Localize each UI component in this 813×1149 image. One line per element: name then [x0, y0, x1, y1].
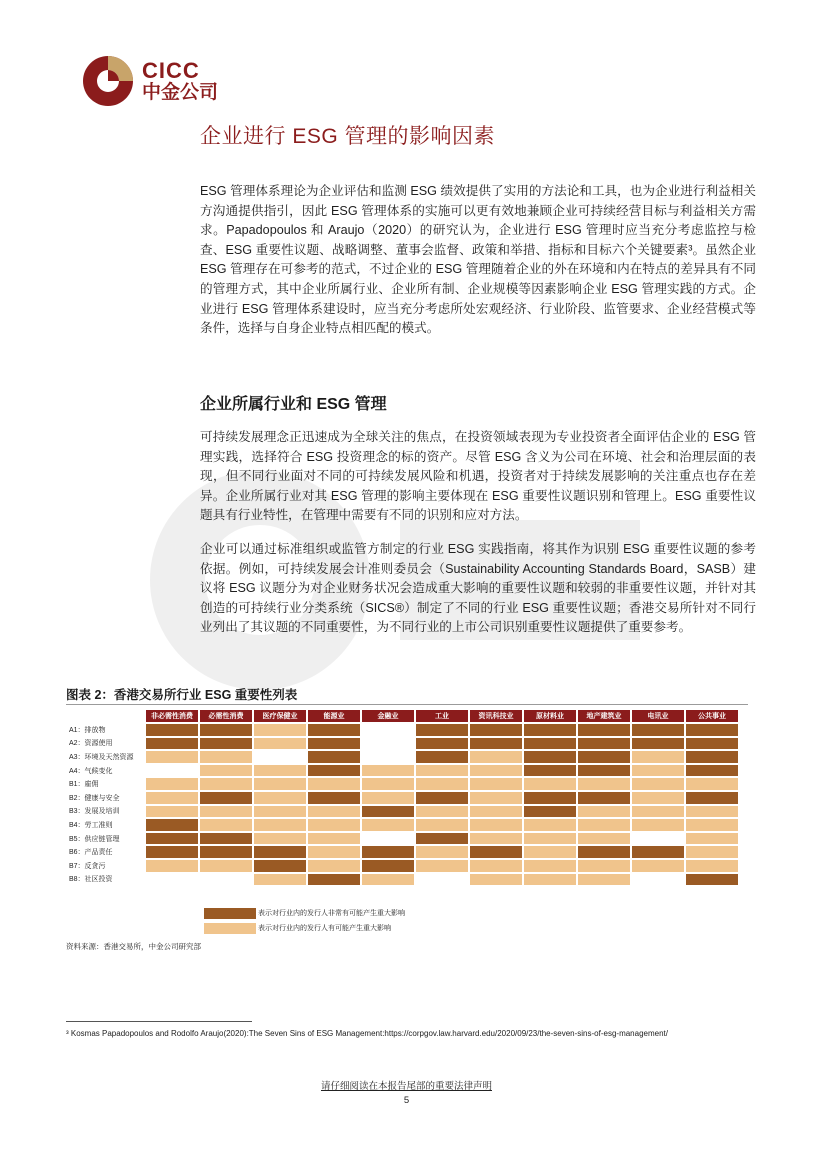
cell-medium-impact	[578, 778, 630, 790]
industry-header: 医疗保健业	[254, 710, 306, 722]
cell-medium-impact	[362, 874, 414, 886]
cell-medium-impact	[632, 765, 684, 777]
topic-label: A2：资源使用	[69, 740, 113, 748]
legend-text-medium: 表示对行业内的发行人有可能产生重大影响	[258, 925, 391, 932]
topic-label: B8：社区投资	[69, 876, 113, 884]
paragraph-1: 可持续发展理念正迅速成为全球关注的焦点，在投资领域表现为专业投资者全面评估企业的 ESG 管理实践，选择符合 ESG 投资理念的标的资产。尽管 ESG 含义为公司在环境、社会和治理层面的表现，但不同行业面对不同的可持续发展风险和机遇，投资者对于持续发展影响的关注重点也存在差异。企业所属行业对其 ESG 管理的影响主要体现在 ESG 重要性议题识别和管理上。ESG 重要性议题具有行业特性，在管理中需要有不同的识别和应对方法。	[200, 430, 756, 523]
cell-medium-impact	[308, 819, 360, 831]
topic-label: B7：反贪污	[69, 862, 106, 870]
cell-medium-impact	[632, 792, 684, 804]
cell-medium-impact	[524, 846, 576, 858]
cell-medium-impact	[416, 846, 468, 858]
cell-high-impact	[524, 724, 576, 736]
cell-high-impact	[146, 819, 198, 831]
cell-medium-impact	[686, 833, 738, 845]
cell-medium-impact	[686, 806, 738, 818]
cell-high-impact	[308, 751, 360, 763]
cell-medium-impact	[470, 778, 522, 790]
cell-medium-impact	[578, 874, 630, 886]
cell-medium-impact	[524, 833, 576, 845]
cell-high-impact	[200, 846, 252, 858]
cell-medium-impact	[416, 806, 468, 818]
cell-medium-impact	[308, 806, 360, 818]
cell-medium-impact	[686, 860, 738, 872]
cell-high-impact	[524, 806, 576, 818]
topic-label: A3：环境及天然资源	[69, 753, 134, 761]
table-row	[68, 724, 738, 736]
cell-empty	[362, 724, 414, 736]
cell-empty	[362, 751, 414, 763]
cell-empty	[146, 765, 198, 777]
legend-item-high	[204, 906, 405, 920]
cell-medium-impact	[254, 738, 306, 750]
cell-medium-impact	[578, 833, 630, 845]
cell-empty	[362, 738, 414, 750]
table-row	[68, 806, 738, 818]
cell-medium-impact	[254, 819, 306, 831]
cell-medium-impact	[254, 806, 306, 818]
cell-medium-impact	[470, 819, 522, 831]
cell-medium-impact	[686, 778, 738, 790]
cell-medium-impact	[362, 792, 414, 804]
table-row	[68, 819, 738, 831]
cell-high-impact	[686, 792, 738, 804]
table-row	[68, 874, 738, 886]
cell-high-impact	[146, 724, 198, 736]
cell-medium-impact	[146, 792, 198, 804]
section-title: 企业所属行业和 ESG 管理	[200, 396, 387, 413]
legend-text-high: 表示对行业内的发行人非常有可能产生重大影响	[258, 910, 405, 917]
topic-label: B6：产品责任	[69, 849, 113, 857]
industry-header: 原材料业	[524, 710, 576, 722]
cell-high-impact	[578, 724, 630, 736]
cell-high-impact	[416, 792, 468, 804]
page-title: 企业进行 ESG 管理的影响因素	[200, 125, 496, 148]
topic-label: B4：劳工准则	[69, 821, 113, 829]
cell-high-impact	[362, 806, 414, 818]
cell-medium-impact	[254, 778, 306, 790]
industry-header: 非必需性消费	[146, 710, 198, 722]
paragraph-2: 企业可以通过标准组织或监管方制定的行业 ESG 实践指南，将其作为识别 ESG 重要性议题的参考依据。例如，可持续发展会计准则委员会（Sustainability Accounting Standards Board，SASB）建议将 ESG 议题分为对企业财务状况会造成重大影响的重要性议题和较弱的非重要性议题，并针对其创造的可持续行业分类系统（SICS®）制定了不同的行业 ESG 重要性议题；香港交易所针对不同行业列出了其议题的不同重要性，为不同行业的上市公司识别重要性议题提供了重要参考。	[200, 542, 756, 635]
cell-medium-impact	[416, 819, 468, 831]
cell-empty	[416, 874, 468, 886]
cell-high-impact	[416, 833, 468, 845]
cell-medium-impact	[416, 860, 468, 872]
cell-empty	[254, 751, 306, 763]
cell-medium-impact	[632, 819, 684, 831]
figure-source: 资料来源：香港交易所，中金公司研究部	[66, 942, 201, 951]
legend-swatch-high	[204, 908, 256, 919]
cell-high-impact	[146, 846, 198, 858]
table-row	[68, 846, 738, 858]
industry-header: 公共事业	[686, 710, 738, 722]
cell-medium-impact	[146, 778, 198, 790]
industry-header: 必需性消费	[200, 710, 252, 722]
cell-high-impact	[686, 751, 738, 763]
cell-high-impact	[308, 765, 360, 777]
cell-medium-impact	[470, 806, 522, 818]
cell-medium-impact	[632, 806, 684, 818]
industry-header: 能源业	[308, 710, 360, 722]
cell-empty	[362, 833, 414, 845]
cell-medium-impact	[146, 860, 198, 872]
table-row	[68, 738, 738, 750]
topic-label: A1：排放物	[69, 726, 106, 734]
cell-empty	[200, 874, 252, 886]
cell-medium-impact	[470, 792, 522, 804]
cell-medium-impact	[524, 874, 576, 886]
cell-medium-impact	[578, 819, 630, 831]
cell-medium-impact	[362, 819, 414, 831]
logo-english: CICC	[142, 58, 200, 83]
cell-high-impact	[308, 738, 360, 750]
cell-high-impact	[524, 738, 576, 750]
cell-high-impact	[524, 792, 576, 804]
cell-high-impact	[146, 738, 198, 750]
cell-high-impact	[578, 846, 630, 858]
cell-high-impact	[200, 792, 252, 804]
legal-notice-link[interactable]: 请仔细阅读在本报告尾部的重要法律声明	[320, 1081, 492, 1092]
cell-high-impact	[200, 724, 252, 736]
cell-high-impact	[362, 846, 414, 858]
cell-medium-impact	[632, 860, 684, 872]
cell-high-impact	[686, 874, 738, 886]
cell-high-impact	[416, 724, 468, 736]
industry-header: 资讯科技业	[470, 710, 522, 722]
cell-medium-impact	[308, 833, 360, 845]
cell-high-impact	[524, 751, 576, 763]
cell-empty	[632, 833, 684, 845]
logo-chinese: 中金公司	[142, 82, 219, 103]
cell-medium-impact	[524, 819, 576, 831]
figure-title: 图表 2：香港交易所行业 ESG 重要性列表	[66, 688, 298, 702]
topic-label: B5：供应链管理	[69, 835, 120, 843]
cell-high-impact	[308, 792, 360, 804]
table-row	[68, 860, 738, 872]
cell-medium-impact	[524, 778, 576, 790]
cell-medium-impact	[254, 724, 306, 736]
cell-medium-impact	[416, 778, 468, 790]
cell-high-impact	[632, 724, 684, 736]
cell-medium-impact	[254, 765, 306, 777]
cell-medium-impact	[470, 751, 522, 763]
legend-item-medium	[204, 921, 405, 935]
cell-medium-impact	[632, 751, 684, 763]
cell-medium-impact	[146, 806, 198, 818]
cell-high-impact	[578, 792, 630, 804]
cell-medium-impact	[632, 778, 684, 790]
cell-high-impact	[686, 738, 738, 750]
cell-high-impact	[308, 874, 360, 886]
cell-medium-impact	[200, 765, 252, 777]
table-corner	[68, 710, 144, 722]
cell-medium-impact	[470, 874, 522, 886]
cell-empty	[146, 874, 198, 886]
cell-high-impact	[254, 846, 306, 858]
cell-high-impact	[470, 724, 522, 736]
footnote: ³ Kosmas Papadopoulos and Rodolfo Araujo(2020):The Seven Sins of ESG Management:https://corpgov.law.harvard.edu/2020/09/23/the-seven-sins-of-esg-management/	[66, 1029, 668, 1038]
cell-high-impact	[254, 860, 306, 872]
cell-medium-impact	[308, 778, 360, 790]
cell-medium-impact	[470, 833, 522, 845]
table-row	[68, 833, 738, 845]
cell-medium-impact	[200, 751, 252, 763]
cicc-logo-icon	[82, 55, 134, 107]
cell-high-impact	[578, 765, 630, 777]
cell-medium-impact	[146, 751, 198, 763]
cell-medium-impact	[362, 778, 414, 790]
cell-high-impact	[362, 860, 414, 872]
cell-medium-impact	[200, 778, 252, 790]
cell-high-impact	[146, 833, 198, 845]
cell-high-impact	[632, 846, 684, 858]
topic-label: B2：健康与安全	[69, 794, 120, 802]
cicc-logo	[82, 55, 218, 107]
cell-high-impact	[578, 738, 630, 750]
topic-label: B1：雇佣	[69, 781, 99, 789]
cell-medium-impact	[470, 860, 522, 872]
cell-medium-impact	[578, 806, 630, 818]
cell-medium-impact	[308, 846, 360, 858]
cell-high-impact	[578, 751, 630, 763]
topic-label: A4：气候变化	[69, 767, 113, 775]
cell-high-impact	[416, 751, 468, 763]
cell-medium-impact	[200, 806, 252, 818]
industry-header: 金融业	[362, 710, 414, 722]
cell-medium-impact	[200, 819, 252, 831]
table-row	[68, 792, 738, 804]
cell-medium-impact	[578, 860, 630, 872]
cell-high-impact	[686, 724, 738, 736]
table-row	[68, 751, 738, 763]
cell-medium-impact	[362, 765, 414, 777]
intro-paragraph: ESG 管理体系理论为企业评估和监测 ESG 绩效提供了实用的方法论和工具，也为企业进行利益相关方沟通提供指引，因此 ESG 管理体系的实施可以更有效地兼顾企业可持续经营目标与利益相关方需求。Papadopoulos 和 Araujo（2020）的研究认为，企业进行 ESG 管理时应当充分考虑监控与检查、ESG 重要性议题、战略调整、董事会监督、政策和举措、指标和目标六个关键要素³。虽然企业 ESG 管理存在可参考的范式，不过企业的 ESG 管理随着企业的外在环境和内在特点的差异具有不同的管理方式，其中企业所属行业、企业所有制、企业规模等因素影响企业 ESG 管理实践的方式。企业进行 ESG 管理体系建设时，应当充分考虑所处宏观经济、行业阶段、监管要求、企业经营模式等条件，选择与自身企业特点相匹配的模式。	[200, 184, 756, 336]
cell-high-impact	[416, 738, 468, 750]
cell-empty	[632, 874, 684, 886]
cell-medium-impact	[524, 860, 576, 872]
table-row	[68, 778, 738, 790]
topic-label: B3：发展及培训	[69, 808, 120, 816]
cell-high-impact	[470, 846, 522, 858]
cell-high-impact	[308, 724, 360, 736]
legend-swatch-medium	[204, 923, 256, 934]
cell-medium-impact	[254, 833, 306, 845]
cell-high-impact	[470, 738, 522, 750]
figure-divider	[66, 704, 748, 705]
cell-medium-impact	[200, 860, 252, 872]
legend	[204, 906, 405, 936]
cell-high-impact	[524, 765, 576, 777]
cell-medium-impact	[416, 765, 468, 777]
cell-medium-impact	[686, 819, 738, 831]
table-row	[68, 765, 738, 777]
industry-header: 电讯业	[632, 710, 684, 722]
cell-medium-impact	[308, 860, 360, 872]
esg-materiality-table	[66, 708, 740, 887]
cell-medium-impact	[254, 792, 306, 804]
cell-medium-impact	[254, 874, 306, 886]
industry-header: 地产建筑业	[578, 710, 630, 722]
footnote-divider	[66, 1021, 252, 1022]
cell-high-impact	[200, 833, 252, 845]
cell-high-impact	[632, 738, 684, 750]
industry-header: 工业	[416, 710, 468, 722]
cell-high-impact	[686, 765, 738, 777]
cell-high-impact	[200, 738, 252, 750]
page-number: 5	[403, 1095, 410, 1106]
cell-medium-impact	[470, 765, 522, 777]
cell-medium-impact	[686, 846, 738, 858]
